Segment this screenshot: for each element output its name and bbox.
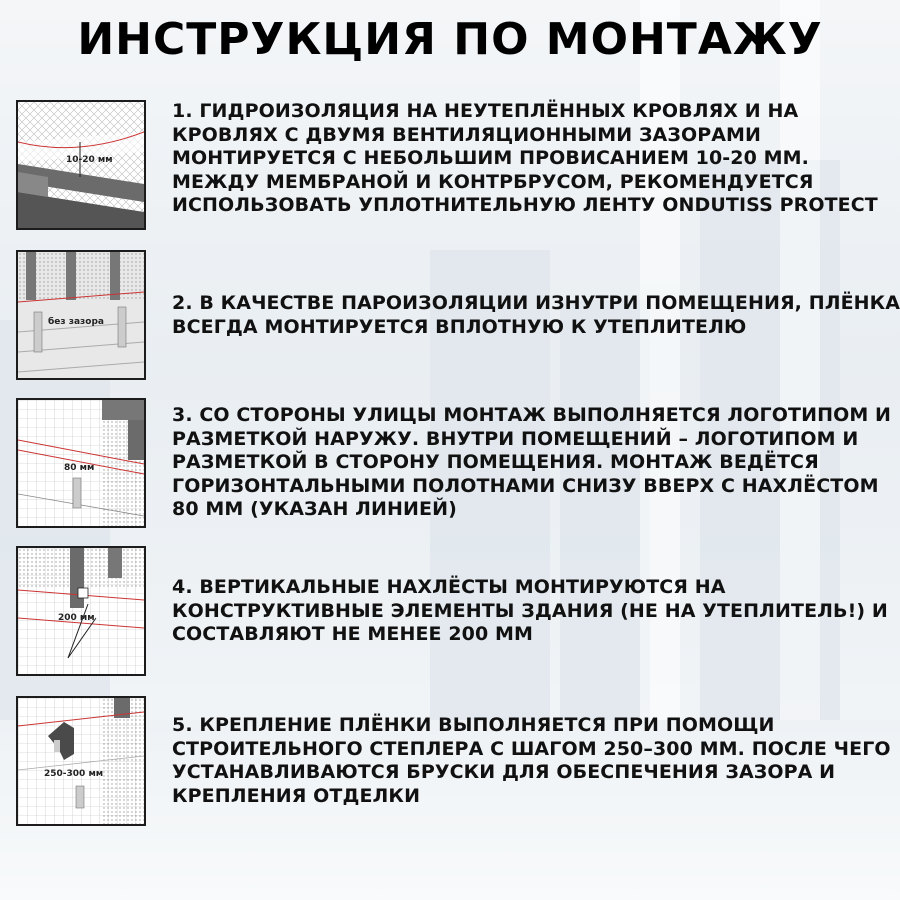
step-3 <box>16 398 896 528</box>
staple-step-label: 250-300 мм <box>44 769 104 779</box>
step-4 <box>16 546 896 676</box>
overlap-80-label: 80 мм <box>64 463 95 473</box>
step-2-text: 2. В КАЧЕСТВЕ ПАРОИЗОЛЯЦИИ ИЗНУТРИ ПОМЕЩЕНИЯ, ПЛЁНКА ВСЕГДА МОНТИРУЕТСЯ ВПЛОТНУЮ К УТЕПЛИТЕЛЮ <box>172 292 900 338</box>
overlap-200-label: 200 мм <box>58 613 95 623</box>
step-1 <box>16 100 896 230</box>
step-5 <box>16 696 896 826</box>
step-4-text: 4. ВЕРТИКАЛЬНЫЕ НАХЛЁСТЫ МОНТИРУЮТСЯ НА КОНСТРУКТИВНЫЕ ЭЛЕМЕНТЫ ЗДАНИЯ (НЕ НА УТЕПЛИТЕЛЬ!) И СОСТАВЛЯЮТ НЕ МЕНЕЕ 200 ММ <box>172 576 888 645</box>
no-gap-label: без зазора <box>48 317 104 327</box>
roof-sag-diagram <box>16 100 146 230</box>
vapor-barrier-diagram <box>16 250 146 380</box>
step-3-text: 3. СО СТОРОНЫ УЛИЦЫ МОНТАЖ ВЫПОЛНЯЕТСЯ ЛОГОТИПОМ И РАЗМЕТКОЙ НАРУЖУ. ВНУТРИ ПОМЕЩЕНИЙ – ЛОГОТИПОМ И РАЗМЕТКОЙ В СТОРОНУ ПОМЕЩЕНИЯ. МОНТАЖ ВЕДЁТСЯ ГОРИЗОНТАЛЬНЫМИ ПОЛОТНАМИ СНИЗУ ВВЕРХ С НАХЛЁСТОМ 80 ММ (УКАЗАН ЛИНИЕЙ) <box>172 404 892 520</box>
step-2 <box>16 250 900 380</box>
step-5-text: 5. КРЕПЛЕНИЕ ПЛЁНКИ ВЫПОЛНЯЕТСЯ ПРИ ПОМОЩИ СТРОИТЕЛЬНОГО СТЕПЛЕРА С ШАГОМ 250–300 ММ. ПОСЛЕ ЧЕГО УСТАНАВЛИВАЮТСЯ БРУСКИ ДЛЯ ОБЕСПЕЧЕНИЯ ЗАЗОРА И КРЕПЛЕНИЯ ОТДЕЛКИ <box>172 714 891 807</box>
sag-label: 10-20 мм <box>66 155 113 165</box>
horizontal-overlap-diagram <box>16 398 146 528</box>
page-title: ИНСТРУКЦИЯ ПО МОНТАЖУ <box>77 14 823 65</box>
stapler-diagram <box>16 696 146 826</box>
step-1-text: 1. ГИДРОИЗОЛЯЦИЯ НА НЕУТЕПЛЁННЫХ КРОВЛЯХ И НА КРОВЛЯХ С ДВУМЯ ВЕНТИЛЯЦИОННЫМИ ЗАЗОРАМИ МОНТИРУЕТСЯ С НЕБОЛЬШИМ ПРОВИСАНИЕМ 10-20 ММ. МЕЖДУ МЕМБРАНОЙ И КОНТРБРУСОМ, РЕКОМЕНДУЕТСЯ ИСПОЛЬЗОВАТЬ УПЛОТНИТЕЛЬНУЮ ЛЕНТУ ONDUTISS PROTECT <box>172 100 878 216</box>
vertical-overlap-diagram <box>16 546 146 676</box>
